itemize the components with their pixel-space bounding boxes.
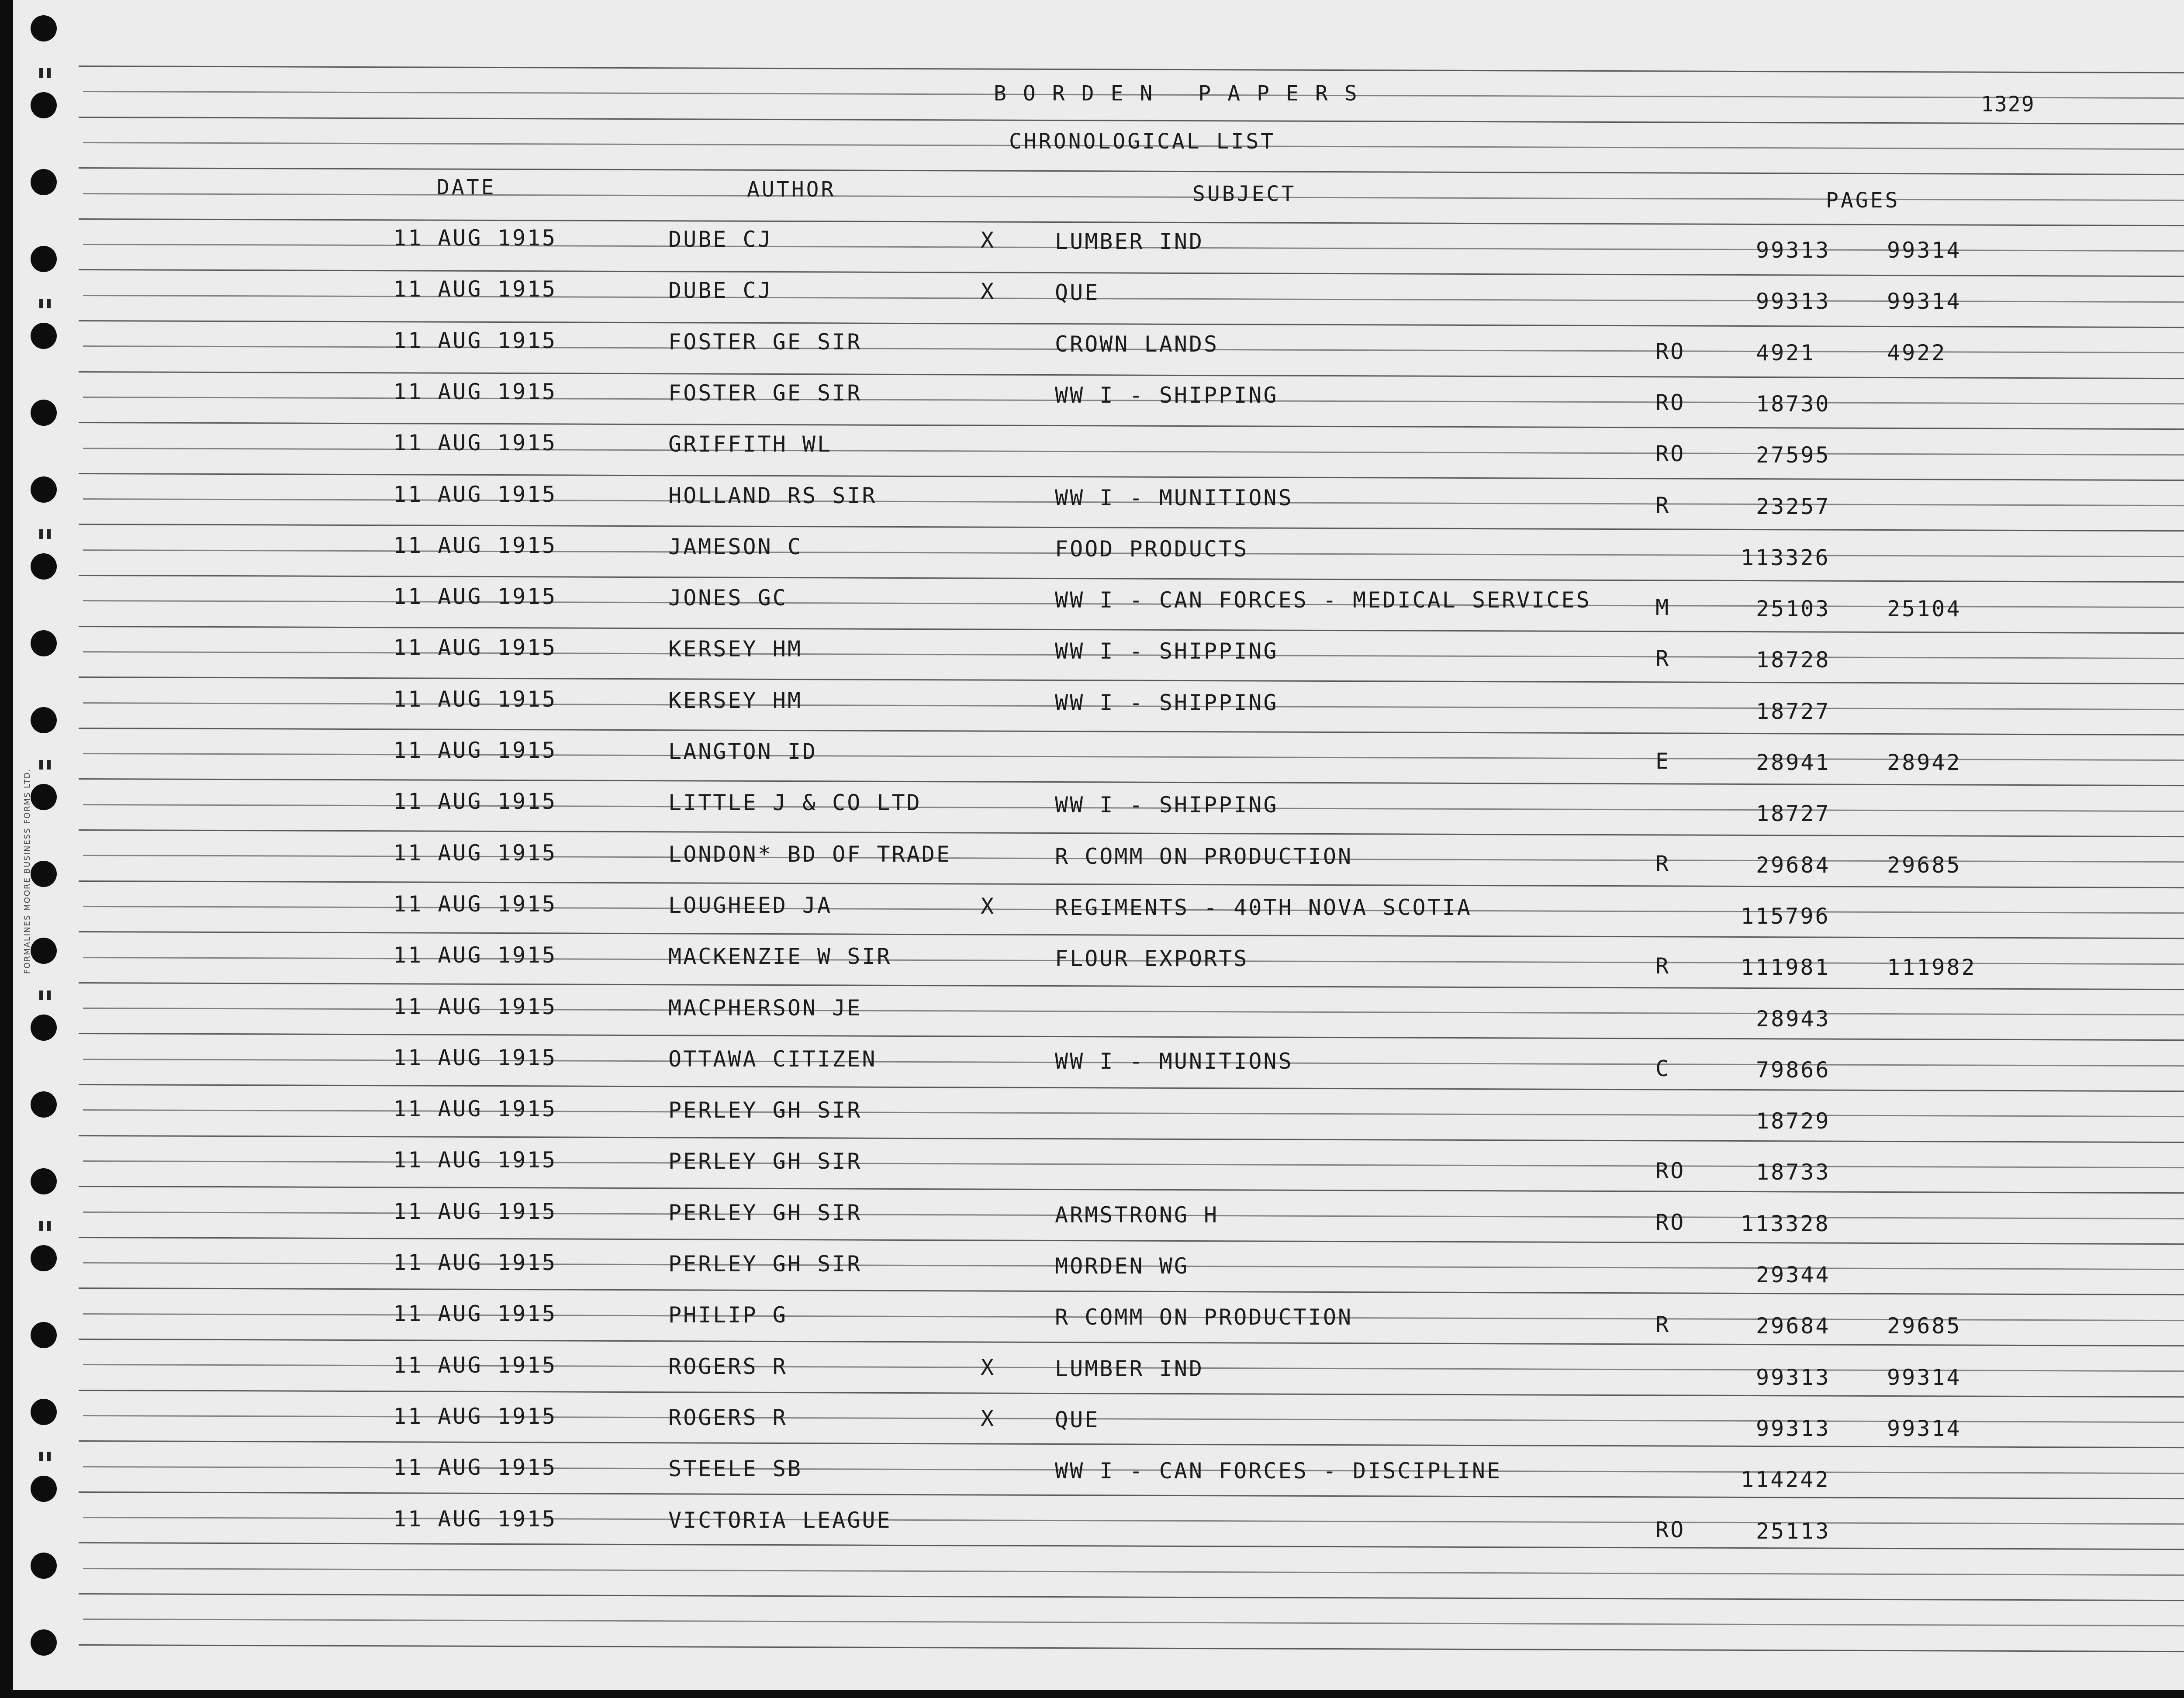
record-date: 11 AUG 1915 bbox=[393, 1506, 557, 1532]
record-date: 11 AUG 1915 bbox=[393, 379, 557, 404]
perforation-mark bbox=[47, 1221, 51, 1231]
record-flag: X bbox=[981, 1354, 996, 1380]
feed-hole bbox=[31, 1553, 57, 1579]
ruled-line bbox=[79, 1440, 2184, 1449]
record-page-to: 111982 bbox=[1887, 955, 1977, 980]
ruled-line bbox=[79, 728, 2184, 736]
record-author: MACKENZIE W SIR bbox=[668, 944, 892, 970]
record-date: 11 AUG 1915 bbox=[393, 1198, 557, 1224]
record-page-from: 18733 bbox=[1756, 1160, 1831, 1185]
record-flag: X bbox=[981, 893, 996, 919]
record-subject: REGIMENTS - 40TH NOVA SCOTIA bbox=[1055, 894, 1472, 920]
record-subject: WW I - CAN FORCES - MEDICAL SERVICES bbox=[1055, 587, 1591, 613]
record-author: VICTORIA LEAGUE bbox=[668, 1507, 892, 1533]
record-date: 11 AUG 1915 bbox=[393, 328, 557, 353]
record-subject: WW I - MUNITIONS bbox=[1055, 485, 1293, 511]
record-subject: MORDEN WG bbox=[1055, 1253, 1189, 1279]
feed-hole bbox=[31, 246, 57, 272]
column-header-author: AUTHOR bbox=[747, 177, 836, 202]
ruled-line bbox=[79, 1033, 2184, 1041]
record-code: RO bbox=[1655, 390, 1686, 415]
feed-hole bbox=[31, 476, 57, 503]
record-subject: ARMSTRONG H bbox=[1055, 1202, 1219, 1228]
record-code: R bbox=[1655, 1312, 1671, 1338]
feed-hole bbox=[31, 92, 57, 118]
record-author: LITTLE J & CO LTD bbox=[668, 790, 922, 816]
record-page-to: 99314 bbox=[1887, 1415, 1962, 1441]
record-page-from: 113326 bbox=[1741, 545, 1830, 570]
ruled-line bbox=[79, 982, 2184, 990]
feed-hole bbox=[31, 784, 57, 810]
record-subject: WW I - SHIPPING bbox=[1055, 690, 1279, 715]
perforation-mark bbox=[39, 760, 43, 770]
record-date: 11 AUG 1915 bbox=[393, 635, 557, 661]
ruled-line bbox=[79, 524, 2184, 532]
ruled-line bbox=[79, 1644, 2184, 1653]
record-author: PERLEY GH SIR bbox=[668, 1149, 862, 1174]
record-page-from: 29344 bbox=[1756, 1262, 1831, 1287]
ruled-line bbox=[79, 1237, 2184, 1245]
ruled-line bbox=[79, 1491, 2184, 1500]
ruled-line bbox=[79, 1390, 2184, 1398]
record-page-from: 99313 bbox=[1756, 238, 1831, 263]
ruled-line bbox=[79, 1186, 2184, 1194]
feed-hole bbox=[31, 1168, 57, 1194]
record-author: OTTAWA CITIZEN bbox=[668, 1046, 877, 1072]
record-subject: QUE bbox=[1055, 280, 1100, 306]
record-author: KERSEY HM bbox=[668, 687, 802, 713]
record-flag: X bbox=[981, 279, 996, 304]
perforation-mark bbox=[39, 1452, 43, 1461]
ruled-line bbox=[79, 626, 2184, 634]
record-author: LANGTON ID bbox=[668, 739, 818, 764]
record-page-to: 25104 bbox=[1887, 596, 1962, 622]
record-author: PERLEY GH SIR bbox=[668, 1251, 862, 1277]
record-subject: LUMBER IND bbox=[1055, 229, 1204, 254]
record-code: RO bbox=[1655, 1517, 1686, 1543]
ruled-line bbox=[79, 422, 2184, 430]
record-code: RO bbox=[1655, 441, 1686, 467]
record-subject: WW I - CAN FORCES - DISCIPLINE bbox=[1055, 1458, 1502, 1484]
record-subject: WW I - SHIPPING bbox=[1055, 382, 1279, 408]
ruled-line bbox=[79, 117, 2184, 125]
record-subject: R COMM ON PRODUCTION bbox=[1055, 1305, 1353, 1330]
ruled-line bbox=[79, 66, 2184, 74]
record-subject: WW I - SHIPPING bbox=[1055, 638, 1279, 664]
ruled-line bbox=[79, 1135, 2184, 1143]
column-header-date: DATE bbox=[437, 175, 496, 200]
record-page-from: 113328 bbox=[1741, 1211, 1830, 1236]
perforation-mark bbox=[47, 68, 51, 78]
record-subject: FOOD PRODUCTS bbox=[1055, 536, 1249, 562]
record-page-to: 29685 bbox=[1887, 1313, 1962, 1339]
record-subject: R COMM ON PRODUCTION bbox=[1055, 843, 1353, 869]
ruled-line bbox=[79, 1287, 2184, 1296]
record-author: GRIFFITH WL bbox=[668, 431, 833, 457]
record-author: FOSTER GE SIR bbox=[668, 380, 862, 406]
feed-hole bbox=[31, 1245, 57, 1271]
record-author: LONDON* BD OF TRADE bbox=[668, 841, 951, 867]
record-page-from: 18729 bbox=[1756, 1108, 1831, 1134]
record-page-from: 115796 bbox=[1741, 903, 1830, 929]
ruled-line bbox=[83, 1568, 2184, 1576]
record-page-from: 99313 bbox=[1756, 1415, 1831, 1441]
feed-hole bbox=[31, 323, 57, 349]
feed-hole bbox=[31, 1476, 57, 1502]
record-subject: CROWN LANDS bbox=[1055, 331, 1219, 357]
record-date: 11 AUG 1915 bbox=[393, 430, 557, 456]
record-code: R bbox=[1655, 646, 1671, 672]
record-page-to: 29685 bbox=[1887, 852, 1962, 878]
ruled-line bbox=[79, 167, 2184, 176]
record-code: RO bbox=[1655, 1209, 1686, 1235]
feed-hole bbox=[31, 1629, 57, 1656]
record-code: RO bbox=[1655, 338, 1686, 364]
ruled-line bbox=[79, 676, 2184, 685]
record-page-from: 25113 bbox=[1756, 1518, 1831, 1544]
perforation-mark bbox=[47, 1452, 51, 1461]
record-page-from: 23257 bbox=[1756, 494, 1831, 519]
feed-hole bbox=[31, 1399, 57, 1425]
feed-hole bbox=[31, 400, 57, 426]
record-date: 11 AUG 1915 bbox=[393, 1352, 557, 1378]
ruled-line bbox=[79, 371, 2184, 380]
record-author: PERLEY GH SIR bbox=[668, 1097, 862, 1123]
feed-hole bbox=[31, 630, 57, 656]
record-code: E bbox=[1655, 749, 1671, 774]
record-date: 11 AUG 1915 bbox=[393, 994, 557, 1019]
record-code: C bbox=[1655, 1056, 1671, 1081]
perforation-mark bbox=[39, 299, 43, 308]
record-author: PHILIP G bbox=[668, 1302, 788, 1328]
ruled-line bbox=[79, 1339, 2184, 1347]
record-page-from: 28943 bbox=[1756, 1006, 1831, 1032]
perforation-mark bbox=[39, 68, 43, 78]
ruled-line bbox=[79, 778, 2184, 787]
ruled-line bbox=[83, 1619, 2184, 1626]
record-date: 11 AUG 1915 bbox=[393, 1147, 557, 1173]
record-page-to: 4922 bbox=[1887, 340, 1947, 366]
record-date: 11 AUG 1915 bbox=[393, 1250, 557, 1275]
record-date: 11 AUG 1915 bbox=[393, 738, 557, 763]
record-date: 11 AUG 1915 bbox=[393, 584, 557, 610]
record-subject: QUE bbox=[1055, 1407, 1100, 1432]
record-flag: X bbox=[981, 228, 996, 253]
feed-hole bbox=[31, 553, 57, 580]
record-code: RO bbox=[1655, 1158, 1686, 1184]
record-author: DUBE CJ bbox=[668, 227, 773, 252]
record-date: 11 AUG 1915 bbox=[393, 789, 557, 814]
perforation-mark bbox=[39, 1221, 43, 1231]
perforation-mark bbox=[47, 299, 51, 308]
ruled-line bbox=[79, 931, 2184, 939]
perforation-mark bbox=[39, 529, 43, 539]
record-author: DUBE CJ bbox=[668, 278, 773, 304]
record-author: ROGERS R bbox=[668, 1405, 788, 1430]
record-code: R bbox=[1655, 492, 1671, 518]
record-date: 11 AUG 1915 bbox=[393, 225, 557, 251]
perforation-mark bbox=[47, 990, 51, 1000]
page-subtitle: CHRONOLOGICAL LIST bbox=[1009, 129, 1276, 154]
record-date: 11 AUG 1915 bbox=[393, 891, 557, 917]
record-page-from: 18727 bbox=[1756, 801, 1831, 827]
ruled-line bbox=[79, 1084, 2184, 1092]
record-code: R bbox=[1655, 953, 1671, 979]
perforation-mark bbox=[47, 529, 51, 539]
feed-hole bbox=[31, 15, 57, 41]
record-page-from: 25103 bbox=[1756, 596, 1831, 622]
record-code: M bbox=[1655, 595, 1671, 621]
record-date: 11 AUG 1915 bbox=[393, 1045, 557, 1070]
record-date: 11 AUG 1915 bbox=[393, 1455, 557, 1481]
record-subject: WW I - MUNITIONS bbox=[1055, 1048, 1293, 1074]
record-page-from: 18727 bbox=[1756, 698, 1831, 724]
perforation-mark bbox=[39, 990, 43, 1000]
record-page-to: 99314 bbox=[1887, 289, 1962, 314]
record-page-from: 4921 bbox=[1756, 340, 1816, 366]
ruled-line bbox=[79, 269, 2184, 277]
record-date: 11 AUG 1915 bbox=[393, 840, 557, 866]
record-subject: WW I - SHIPPING bbox=[1055, 792, 1279, 818]
ruled-line bbox=[79, 575, 2184, 583]
record-date: 11 AUG 1915 bbox=[393, 276, 557, 302]
record-author: MACPHERSON JE bbox=[668, 995, 862, 1021]
ruled-line bbox=[79, 320, 2184, 328]
record-date: 11 AUG 1915 bbox=[393, 1403, 557, 1429]
record-subject: FLOUR EXPORTS bbox=[1055, 946, 1249, 972]
record-date: 11 AUG 1915 bbox=[393, 1301, 557, 1327]
record-page-from: 99313 bbox=[1756, 289, 1831, 314]
record-flag: X bbox=[981, 1405, 996, 1431]
feed-hole bbox=[31, 861, 57, 887]
record-page-from: 27595 bbox=[1756, 442, 1831, 468]
record-author: LOUGHEED JA bbox=[668, 892, 833, 918]
record-date: 11 AUG 1915 bbox=[393, 532, 557, 558]
record-page-to: 99314 bbox=[1887, 1364, 1962, 1390]
feed-hole bbox=[31, 707, 57, 733]
page-number: 1329 bbox=[1981, 92, 2035, 117]
margin-imprint: FORMALINES MOORE BUSINESS FORMS LTD. bbox=[23, 768, 32, 974]
record-date: 11 AUG 1915 bbox=[393, 1096, 557, 1122]
record-page-from: 111981 bbox=[1741, 955, 1830, 980]
record-author: PERLEY GH SIR bbox=[668, 1200, 862, 1225]
record-date: 11 AUG 1915 bbox=[393, 942, 557, 968]
record-date: 11 AUG 1915 bbox=[393, 686, 557, 712]
column-header-pages: PAGES bbox=[1826, 188, 1900, 213]
record-subject: LUMBER IND bbox=[1055, 1356, 1204, 1381]
document-page bbox=[13, 0, 2184, 1690]
record-page-from: 79866 bbox=[1756, 1057, 1831, 1083]
record-author: STEELE SB bbox=[668, 1456, 802, 1482]
record-page-from: 28941 bbox=[1756, 750, 1831, 775]
ruled-line bbox=[79, 473, 2184, 481]
feed-hole bbox=[31, 1015, 57, 1041]
record-page-from: 29684 bbox=[1756, 852, 1831, 878]
ruled-line bbox=[79, 1542, 2184, 1550]
record-page-to: 99314 bbox=[1887, 238, 1962, 263]
perforation-mark bbox=[47, 760, 51, 770]
record-page-from: 18730 bbox=[1756, 391, 1831, 417]
record-author: JONES GC bbox=[668, 585, 788, 611]
record-author: KERSEY HM bbox=[668, 636, 802, 662]
feed-hole bbox=[31, 938, 57, 964]
record-date: 11 AUG 1915 bbox=[393, 481, 557, 507]
record-author: HOLLAND RS SIR bbox=[668, 483, 877, 508]
record-page-from: 114242 bbox=[1741, 1467, 1830, 1493]
record-page-to: 28942 bbox=[1887, 750, 1962, 775]
record-author: JAMESON C bbox=[668, 534, 802, 559]
column-header-subject: SUBJECT bbox=[1192, 182, 1296, 206]
feed-hole bbox=[31, 1091, 57, 1118]
record-code: R bbox=[1655, 851, 1671, 877]
ruled-line bbox=[79, 829, 2184, 838]
feed-hole bbox=[31, 169, 57, 195]
feed-hole bbox=[31, 1322, 57, 1348]
page-title: BORDEN PAPERS bbox=[994, 81, 1374, 106]
record-page-from: 99313 bbox=[1756, 1364, 1831, 1390]
record-page-from: 18728 bbox=[1756, 647, 1831, 673]
record-author: ROGERS R bbox=[668, 1353, 788, 1379]
record-author: FOSTER GE SIR bbox=[668, 329, 862, 355]
ruled-line bbox=[79, 880, 2184, 889]
ruled-line bbox=[79, 1593, 2184, 1601]
record-page-from: 29684 bbox=[1756, 1313, 1831, 1339]
